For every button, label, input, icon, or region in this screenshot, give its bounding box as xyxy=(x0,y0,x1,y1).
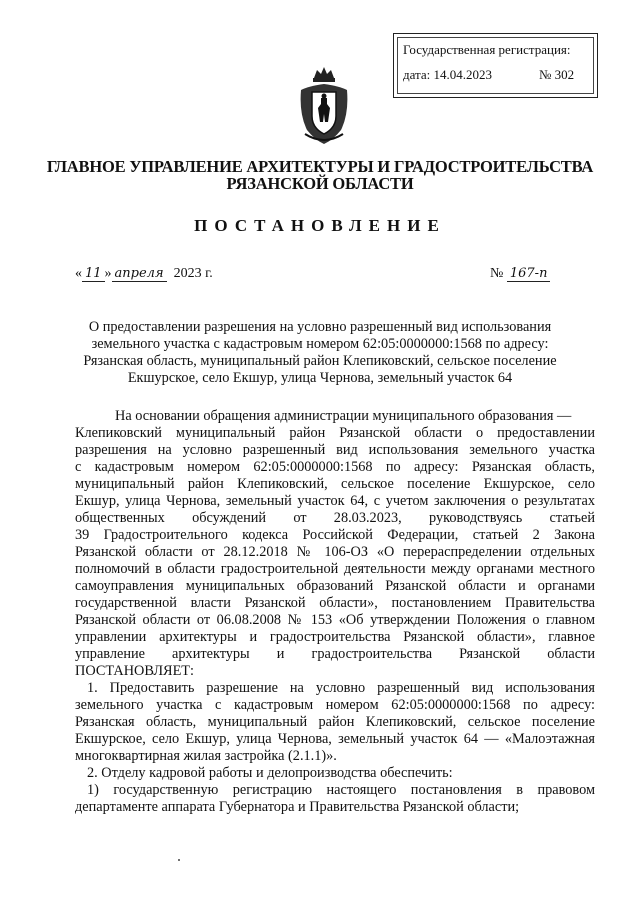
body-line: Рязанской области от 06.08.2008 № 153 «Об утверждении Положения о главном xyxy=(75,612,595,628)
body-line: 1. Предоставить разрешение на условно разрешенный вид использования xyxy=(87,680,595,696)
body-line: разрешения на условно разрешенный вид использования земельного участка xyxy=(75,442,595,458)
body-line: Рязанской области от 28.12.2018 № 106-ОЗ «О перераспределении отдельных xyxy=(75,544,595,560)
body-line: муниципальный район Клепиковский, сельское поселение Екшурское, село xyxy=(75,476,595,492)
number-value: 167-п xyxy=(507,266,551,282)
body-line-decree: ПОСТАНОВЛЯЕТ: xyxy=(75,663,195,679)
document-number xyxy=(490,266,550,282)
subject-line: О предоставлении разрешения на условно разрешенный вид использования xyxy=(88,319,552,335)
body-line: Рязанская область, муниципальный район Клепиковский, сельское поселение xyxy=(75,714,595,730)
body-line: земельного участка с кадастровым номером 62:05:0000000:1568 по адресу: xyxy=(75,697,595,713)
stamp-date: дата: 14.04.2023 xyxy=(403,67,493,82)
stamp-title: Государственная регистрация: xyxy=(403,42,571,57)
coat-of-arms-icon xyxy=(295,64,353,146)
date-open-quote: « xyxy=(75,266,82,281)
document-subject xyxy=(60,319,580,387)
subject-line: Рязанская область, муниципальный район Клепиковский, сельское поселение xyxy=(83,353,557,369)
number-label: № xyxy=(490,266,504,281)
body-line: самоуправления муниципальных образований Рязанской области и органами xyxy=(75,578,595,594)
org-title-line2: РЯЗАНСКОЙ ОБЛАСТИ xyxy=(226,174,414,193)
date-close-quote: » xyxy=(104,266,112,281)
date-month: апреля xyxy=(112,266,167,282)
body-line: 2. Отделу кадровой работы и делопроизводства обеспечить: xyxy=(87,765,453,781)
registration-stamp xyxy=(393,33,598,98)
stamp-number: № 302 xyxy=(539,67,575,82)
body-line: 39 Градостроительного кодекса Российской Федерации, статьей 2 Закона xyxy=(75,527,595,543)
body-line: Екшурское, село Екшур, улица Чернова, земельный участок 64 — «Малоэтажная xyxy=(75,731,595,747)
body-line: государственной власти Рязанской области», постановлением Правительства xyxy=(75,595,595,611)
body-line: многоквартирная жилая застройка (2.1.1)». xyxy=(75,748,337,764)
body-line: полномочий в области градостроительной деятельности между органами местного xyxy=(75,561,595,577)
subject-line: земельного участка с кадастровым номером 62:05:0000000:1568 по адресу: xyxy=(91,336,549,352)
body-line: управлении архитектуры и градостроительства Рязанской области», главное xyxy=(75,629,595,645)
date-day: 11 xyxy=(82,266,105,282)
body-line: 1) государственную регистрацию настоящего постановления в правовом xyxy=(87,782,595,798)
body-line: Екшур, улица Чернова, земельный участок 64, с учетом заключения о результатах xyxy=(75,493,595,509)
body-line: управление архитектуры и градостроительства Рязанской области xyxy=(75,646,595,662)
subject-line: Екшурское, село Екшур, улица Чернова, земельный участок 64 xyxy=(127,370,513,386)
body-line: департаменте аппарата Губернатора и Правительства Рязанской области; xyxy=(75,799,520,815)
org-title-line1: ГЛАВНОЕ УПРАВЛЕНИЕ АРХИТЕКТУРЫ И ГРАДОСТРОИТЕЛЬСТВА xyxy=(46,157,594,176)
body-line: с кадастровым номером 62:05:0000000:1568 по адресу: Рязанская область, xyxy=(75,459,595,475)
body-line: Клепиковский муниципальный район Рязанской области о предоставлении xyxy=(75,425,595,441)
body-line: общественных обсуждений от 28.03.2023, руководствуясь статьей xyxy=(75,510,595,526)
date-year: 2023 г. xyxy=(173,266,213,281)
document-date xyxy=(75,266,213,282)
scan-speck xyxy=(178,859,180,861)
body-line: На основании обращения администрации муниципального образования — xyxy=(115,408,572,424)
document-type: ПОСТАНОВЛЕНИЕ xyxy=(194,216,446,235)
